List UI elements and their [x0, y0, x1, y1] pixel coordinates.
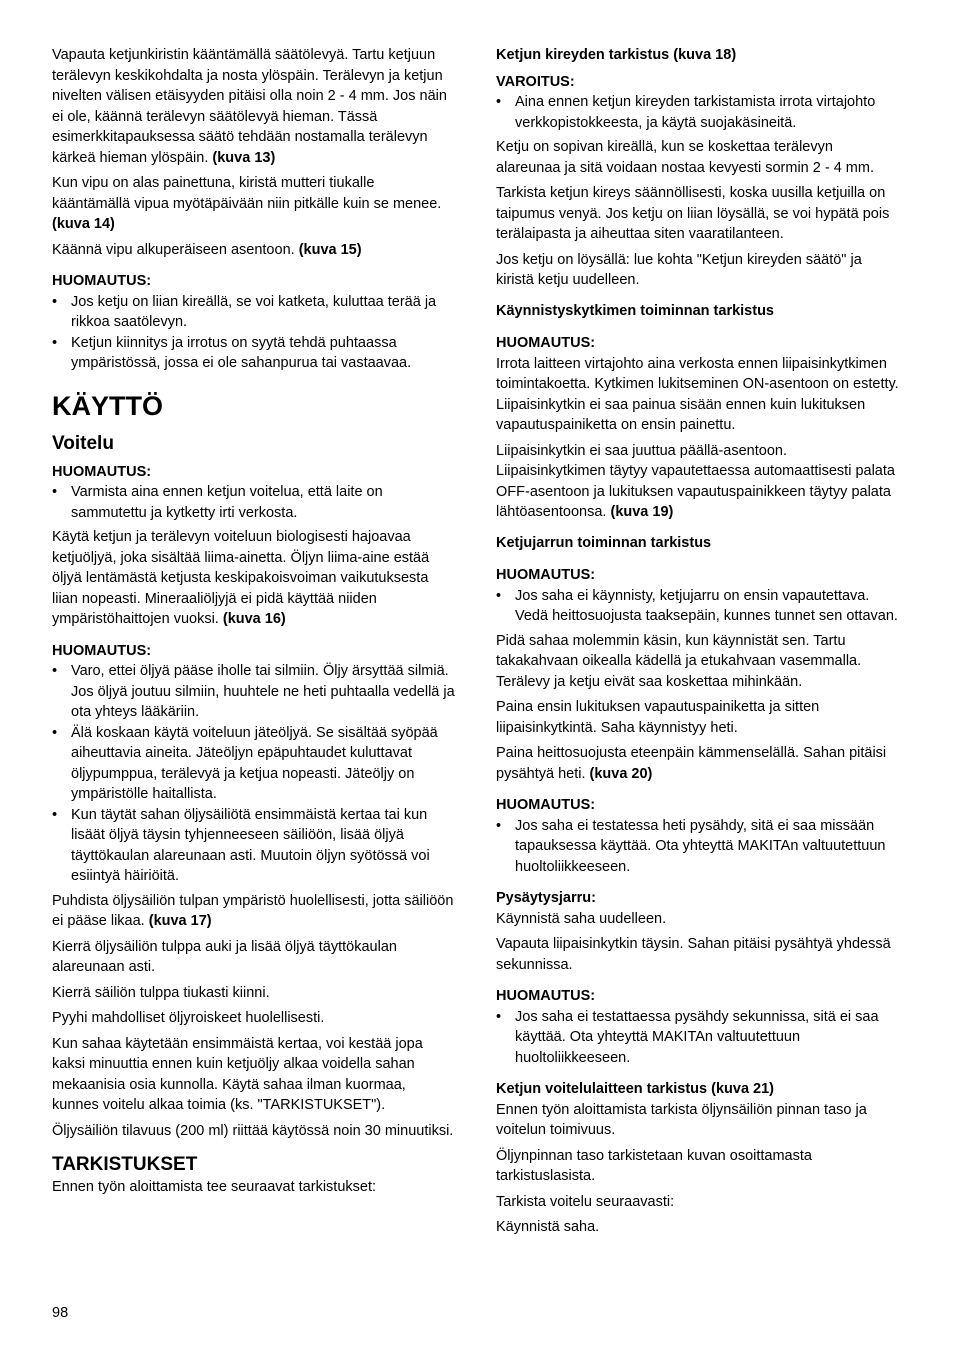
- note-heading: HUOMAUTUS:: [496, 335, 596, 351]
- list-item: • Älä koskaan käytä voiteluun jäteöljyä. Se sisältää syöpää aiheuttavia aineita. Jäteöljyn epäpuhtaudet kuluttavat öljypumppua, terälevyä ja ketjua nopeasti. Jäteöljy on ympäristölle haitallista.: [52, 723, 456, 805]
- list-item: • Jos saha ei testatessa heti pysähdy, sitä ei saa missään tapauksessa käyttää. Ota yhteyttä MAKITAn valtuutettuun huoltoliikkeeseen.: [496, 816, 900, 878]
- paragraph-text: Liipaisinkytkin ei saa juuttua päällä-asentoon. Liipaisinkytkimen täytyy vapautettaessa automaattisesti palata OFF-asentoon ja lukituksen vapautuspainikkeen täytyy palata lähtöasentoonsa.: [496, 442, 895, 520]
- figure-reference: (kuva 13): [212, 149, 276, 166]
- note-list: [496, 1007, 900, 1069]
- paragraph: Tarkista voitelu seuraavasti:: [496, 1193, 675, 1210]
- paragraph-text: Kun vipu on alas painettuna, kiristä mutteri tiukalle kääntämällä vipua myötäpäivään niin pitkälle kuin se menee.: [52, 175, 442, 212]
- paragraph: [496, 743, 900, 784]
- paragraph-text: Paina heittosuojusta eteenpäin kämmenselällä. Sahan pitäisi pysähtyä heti.: [496, 745, 887, 782]
- list-item: • Aina ennen ketjun kireyden tarkistamista irrota virtajohto verkkopistokkeesta, ja käytä suojakäsineitä.: [496, 92, 900, 133]
- note-heading: HUOMAUTUS:: [496, 567, 596, 583]
- note-heading: HUOMAUTUS:: [496, 797, 596, 813]
- note-list: [52, 292, 456, 374]
- figure-reference: (kuva 19): [610, 504, 674, 520]
- paragraph: Käynnistä saha.: [496, 1219, 600, 1235]
- paragraph: Öljysäiliön tilavuus (200 ml) riittää käytössä noin 30 minuutiksi.: [52, 1122, 454, 1139]
- list-item: • Jos saha ei testattaessa pysähdy sekunnissa, sitä ei saa käyttää. Ota yhteyttä MAKITAn valtuutettuun huoltoliikkeeseen.: [496, 1007, 900, 1069]
- paragraph: Käynnistä saha uudelleen.: [496, 910, 667, 927]
- paragraph: [52, 45, 456, 168]
- list-item: • Kun täytät sahan öljysäiliötä ensimmäistä kertaa tai kun lisäät öljyä täysin tyhjenneeseen säiliöön, lisää öljyä täyttökaulan alareunaan asti. Muutoin öljyn syötössä voi esiintyä häiriöitä.: [52, 805, 456, 887]
- warning-list: [496, 92, 900, 133]
- left-column: [52, 45, 456, 1203]
- section-title: TARKISTUKSET: [52, 1154, 198, 1175]
- paragraph: [52, 173, 456, 235]
- paragraph-text: Käytä ketjun ja terälevyn voiteluun biologisesti hajoavaa ketjuöljyä, joka sisältää liima-ainetta. Öljyn liima-aine estää öljyä lentämästä ketjusta keskipakoisvoiman vaikutuksesta liian nopeasti. Mineraaliöljyjä ei pidä käyttää niiden ympäristöhaittojen vuoksi.: [52, 529, 430, 627]
- note-heading: HUOMAUTUS:: [52, 463, 152, 480]
- paragraph: [52, 527, 456, 630]
- paragraph: Irrota laitteen virtajohto aina verkosta ennen liipaisinkytkimen toimintakoetta. Kytkimen lukitseminen ON-asentoon on estetty. Liipaisinkytkin ei saa painua sisään ennen kuin lukituksen vapautuspainiketta on ensin painettu.: [496, 355, 899, 433]
- subheading: Käynnistyskytkimen toiminnan tarkistus: [496, 302, 774, 319]
- figure-reference: (kuva 17): [148, 913, 212, 929]
- paragraph: Pyyhi mahdolliset öljyroiskeet huolellisesti.: [52, 1010, 325, 1026]
- paragraph: Öljynpinnan taso tarkistetaan kuvan osoittamasta tarkistuslasista.: [496, 1147, 812, 1184]
- list-item: • Jos ketju on liian kireällä, se voi katketa, kuluttaa terää ja rikkoa saatölevyn.: [52, 292, 456, 333]
- right-column: [496, 45, 900, 1243]
- paragraph-text: Käännä vipu alkuperäiseen asentoon.: [52, 241, 295, 258]
- list-item: • Varmista aina ennen ketjun voitelua, että laite on sammutettu ja kytketty irti verkosta.: [52, 482, 456, 523]
- subheading: Ketjun kireyden tarkistus (kuva 18): [496, 47, 737, 63]
- section-title: KÄYTTÖ: [52, 390, 163, 421]
- paragraph: Jos ketju on löysällä: lue kohta "Ketjun kireyden säätö" ja kiristä ketju uudelleen.: [496, 251, 862, 288]
- list-item: • Jos saha ei käynnisty, ketjujarru on ensin vapautettava. Vedä heittosuojusta taaksepäin, kunnes tunnet sen ottavan.: [496, 586, 900, 627]
- paragraph: Pidä sahaa molemmin käsin, kun käynnistät sen. Tartu takakahvaan oikealla kädellä ja etukahvaan vasemmalla. Terälevy ja ketju eivät saa koskettaa mihinkään.: [496, 632, 862, 690]
- note-heading: HUOMAUTUS:: [52, 642, 152, 659]
- note-list: [496, 816, 900, 878]
- note-list: [52, 482, 456, 523]
- paragraph-text: Puhdista öljysäiliön tulpan ympäristö huolellisesti, jotta säiliöön ei pääse likaa.: [52, 892, 454, 929]
- paragraph: [496, 441, 900, 523]
- subheading: Ketjun voitelulaitteen tarkistus (kuva 21): [496, 1081, 774, 1097]
- subheading: Pysäytysjarru:: [496, 890, 596, 906]
- subheading: Ketjujarrun toiminnan tarkistus: [496, 534, 712, 551]
- figure-reference: (kuva 15): [298, 241, 362, 258]
- paragraph: [52, 891, 456, 932]
- paragraph: Ketju on sopivan kireällä, kun se koskettaa terälevyn alareunaa ja sitä voidaan nostaa kevyesti sormin 2 - 4 mm.: [496, 139, 874, 176]
- note-heading: HUOMAUTUS:: [52, 273, 152, 289]
- paragraph-text: Vapauta ketjunkiristin kääntämällä säätölevyä. Tartu ketjuun terälevyn keskikohdalta ja nosta ylöspäin. Terälevyn ja ketjun nivelten välisen etäisyyden pitäisi olla noin 2 - 4 mm. Jos näin ei ole, käännä terälevyn säätölevyä hieman. Tässä esimerkkitapauksessa säätö tehdään nostamalla terälevyn kärkeä hieman ylöspäin.: [52, 47, 447, 166]
- subsection-title: Voitelu: [52, 432, 114, 454]
- paragraph: [52, 240, 456, 261]
- figure-reference: (kuva 20): [589, 765, 653, 782]
- figure-reference: (kuva 14): [52, 216, 115, 232]
- note-list: [52, 661, 456, 887]
- list-item: • Varo, ettei öljyä pääse iholle tai silmiin. Öljy ärsyttää silmiä. Jos öljyä joutuu silmiin, huuhtele ne heti puhtaalla vedellä ja ota yhteys lääkäriin.: [52, 661, 456, 723]
- paragraph: Kierrä öljysäiliön tulppa auki ja lisää öljyä täyttökaulan alareunaan asti.: [52, 938, 397, 975]
- paragraph: Kierrä säiliön tulppa tiukasti kiinni.: [52, 984, 270, 1001]
- paragraph: Ennen työn aloittamista tee seuraavat tarkistukset:: [52, 1179, 377, 1195]
- note-heading: HUOMAUTUS:: [496, 988, 596, 1004]
- note-list: [496, 586, 900, 627]
- page-number: 98: [52, 1305, 69, 1321]
- figure-reference: (kuva 16): [222, 611, 286, 627]
- list-item: • Ketjun kiinnitys ja irrotus on syytä tehdä puhtaassa ympäristössä, jossa ei ole sahanpurua tai vastaavaa.: [52, 333, 456, 374]
- paragraph: Tarkista ketjun kireys säännöllisesti, koska uusilla ketjuilla on taipumus venyä. Jos ketju on liian löysällä, se voi hypätä pois terälaipasta ja aiheuttaa siten vaaratilanteen.: [496, 185, 890, 242]
- warning-heading: VAROITUS:: [496, 73, 575, 90]
- paragraph: Kun sahaa käytetään ensimmäistä kertaa, voi kestää jopa kaksi minuuttia ennen kuin ketjuöljy alkaa voidella sahan mekaanisia osia kunnolla. Käytä sahaa ilman kuormaa, kunnes voitelu alkaa toimia (ks. "TARKISTUKSET").: [52, 1035, 423, 1113]
- paragraph: Vapauta liipaisinkytkin täysin. Sahan pitäisi pysähtyä yhdessä sekunnissa.: [496, 936, 891, 973]
- paragraph: Ennen työn aloittamista tarkista öljynsäiliön pinnan taso ja voitelun toimivuus.: [496, 1101, 867, 1138]
- paragraph: Paina ensin lukituksen vapautuspainiketta ja sitten liipaisinkytkintä. Saha käynnistyy heti.: [496, 699, 820, 736]
